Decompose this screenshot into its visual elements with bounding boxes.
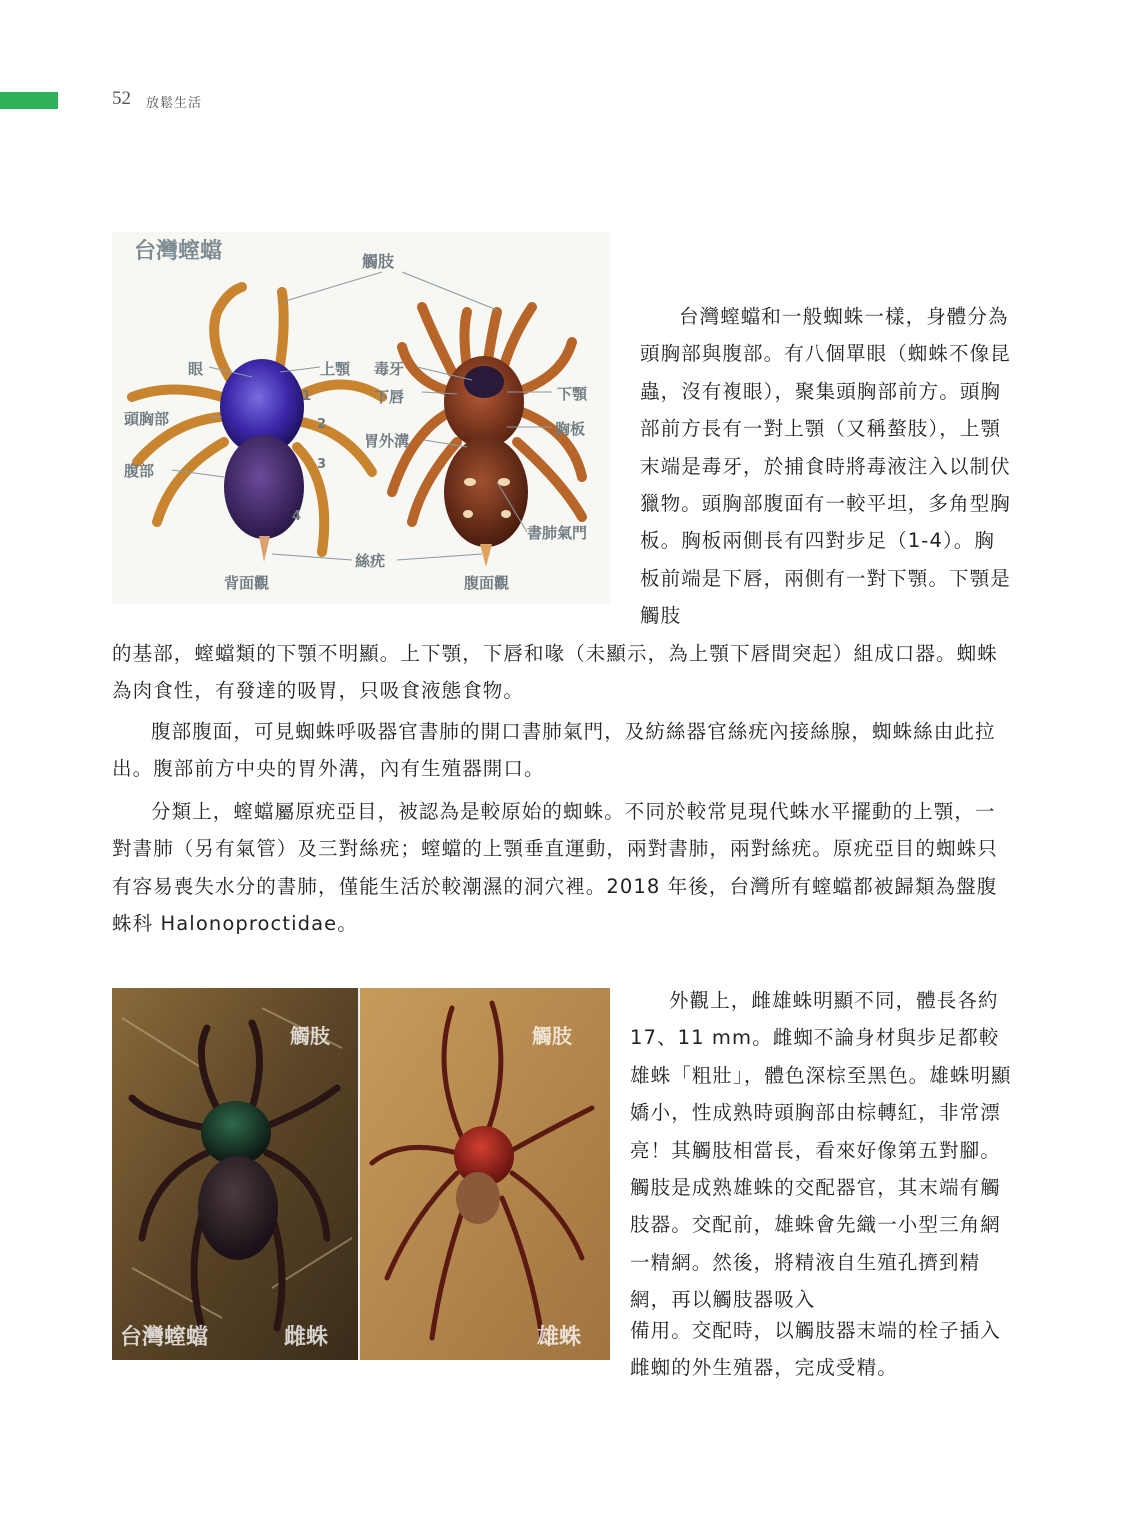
label-leg-3: 3 bbox=[317, 457, 327, 472]
label-cephalothorax: 頭胸部 bbox=[124, 410, 170, 428]
anatomy-diagram bbox=[112, 232, 610, 604]
paragraph-anatomy-cont: 的基部，螲蟷類的下顎不明顯。上下顎，下唇和喙（未顯示，為上顎下唇間突起）組成口器。蜘蛛為肉食性，有發達的吸胃，只吸食液態食物。 bbox=[112, 642, 998, 703]
label-leg-4: 4 bbox=[292, 509, 302, 524]
photo-label-palp-female: 觸肢 bbox=[290, 1024, 330, 1048]
page-number: 52 bbox=[112, 88, 131, 109]
label-fang: 毒牙 bbox=[374, 360, 405, 378]
paragraph-classification: 分類上，螲蟷屬原疣亞目，被認為是較原始的蜘蛛。不同於較常見現代蛛水平擺動的上顎，一對書肺（另有氣管）及三對絲疣；螲蟷的上顎垂直運動，兩對書肺，兩對絲疣。原疣亞目的蜘蛛只有容易喪失水分的書肺，僅能生活於較潮濕的洞穴裡。2018 年後，台灣所有螲蟷都被歸類為盤腹蛛科 Halonoproctidae。 bbox=[112, 800, 998, 936]
label-eye: 眼 bbox=[188, 360, 204, 378]
label-leg-1: 1 bbox=[302, 389, 312, 404]
photo-figure bbox=[112, 988, 610, 1360]
photo-label-male: 雄蛛 bbox=[537, 1325, 582, 1350]
label-book-lung: 書肺氣門 bbox=[527, 524, 588, 542]
label-sternum: 胸板 bbox=[555, 420, 586, 438]
section-color-tab bbox=[0, 92, 58, 109]
label-chelicera: 上顎 bbox=[320, 360, 351, 378]
label-epigastric-furrow: 胃外溝 bbox=[364, 432, 410, 450]
spider-photos bbox=[112, 988, 610, 1360]
ventral-abdomen bbox=[444, 437, 528, 547]
section-title: 放鬆生活 bbox=[146, 96, 203, 111]
label-palp: 觸肢 bbox=[362, 252, 395, 271]
label-labium: 下唇 bbox=[374, 388, 405, 406]
paragraph-abdomen: 腹部腹面，可見蜘蛛呼吸器官書肺的開口書肺氣門，及紡絲器官絲疣內接絲腺，蜘蛛絲由此拉出。腹部前方中央的胃外溝，內有生殖器開口。 bbox=[112, 720, 996, 781]
paragraph-mating: 備用。交配時，以觸肢器末端的栓子插入雌蜘的外生殖器，完成受精。 bbox=[630, 1319, 1001, 1380]
photo-label-species: 台灣螲蟷 bbox=[120, 1325, 209, 1350]
paragraph-anatomy: 台灣螲蟷和一般蜘蛛一樣，身體分為頭胸部與腹部。有八個單眼（蜘蛛不像昆蟲，沒有複眼），聚集頭胸部前方。頭胸部前方長有一對上顎（又稱螯肢），上顎末端是毒牙，於捕食時將毒液注入以制伏獵物。頭胸部腹面有一較平坦，多角型胸板。胸板兩側長有四對步足（1-4）。胸板前端是下唇，兩側有一對下顎。下顎是觸肢 bbox=[640, 305, 1011, 628]
photo-label-palp-male: 觸肢 bbox=[532, 1024, 572, 1048]
label-dorsal-view: 背面觀 bbox=[224, 574, 270, 592]
figure1-title: 台灣螲蟷 bbox=[134, 239, 223, 264]
label-leg-2: 2 bbox=[317, 417, 327, 432]
label-ventral-view: 腹面觀 bbox=[464, 574, 510, 592]
anatomy-figure bbox=[112, 232, 610, 604]
label-abdomen: 腹部 bbox=[124, 462, 155, 480]
label-maxilla: 下顎 bbox=[557, 385, 588, 403]
photo-label-female: 雌蛛 bbox=[284, 1325, 329, 1350]
paragraph-sexual-dimorphism: 外觀上，雌雄蛛明顯不同，體長各約 17、11 mm。雌蜘不論身材與步足都較雄蛛「粗壯」，體色深棕至黑色。雄蛛明顯嬌小，性成熟時頭胸部由棕轉紅，非常漂亮！其觸肢相當長，看來好像第五對腳。觸肢是成熟雄蛛的交配器官，其末端有觸肢器。交配前，雄蛛會先織一小型三角網一精網。然後，將精液自生殖孔擠到精網，再以觸肢器吸入 bbox=[630, 989, 1012, 1312]
label-spinneret: 絲疣 bbox=[355, 552, 386, 570]
